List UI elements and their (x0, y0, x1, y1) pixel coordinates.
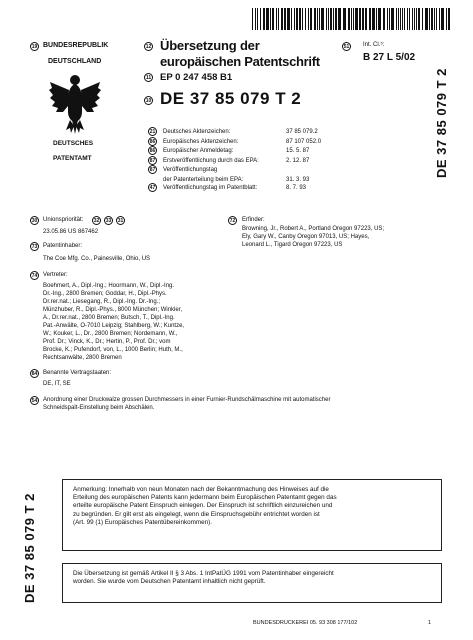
representative-line: A., Dr.rer.nat., 2800 Bremen; Butsch, T., Dipl.-Ing. (43, 315, 175, 321)
inventor-line: Leonard L., Tigard Oregon 97223, US (242, 242, 343, 248)
notice-line: erteilte europäische Patent Einspruch einlegen. Der Einspruch ist schriftlich einzureichen und (73, 502, 333, 510)
detail-label: Europäischer Anmeldetag: (163, 148, 234, 154)
side-number-top: DE 37 85 079 T 2 (434, 68, 449, 178)
states-label: Benannte Vertragstaaten: (43, 370, 112, 376)
inventor-label: Erfinder: (242, 217, 265, 223)
representative-line: Dr.rer.nat.; Liesegang, R., Dipl.-Ing. Dr.-Ing.; (43, 299, 161, 305)
eagle-emblem-icon (48, 70, 102, 136)
notice-line: (Art. 99 (1) Europäisches Patentübereinkommen). (73, 518, 212, 526)
footer-page: 1 (428, 620, 432, 626)
detail-value: 31. 3. 93 (286, 176, 310, 183)
representative-line: Pat.-Anwälte, O-7010 Leipzig; Stahlberg, W.; Kuntze, (43, 323, 185, 329)
inventor-line: Ely, Gary W., Canby Oregon 97013, US; Hayes, (242, 234, 370, 240)
detail-label: Veröffentlichungstag im Patentblatt: (163, 184, 258, 191)
detail-value: 2. 12. 87 (286, 157, 310, 164)
code-74: 74 (31, 273, 38, 279)
side-number-top-wrap (420, 68, 460, 178)
invention-title-line: Schneidspalt-Einstellung beim Abschälen. (43, 405, 155, 411)
detail-label: Europäisches Aktenzeichen: (163, 138, 239, 145)
owner-label: Patentinhaber: (43, 243, 83, 249)
priority-label: Unionspriorität: (43, 217, 84, 223)
translation-box (62, 563, 442, 603)
notice-line: Erteilung des europäischen Patents kann jedermann beim Europäischen Patentamt gegen das (73, 494, 337, 502)
notice-line: zu begründen. Er gilt erst als eingelegt, wenn die Einspruchsgebühr entrichtet worden ist (73, 510, 320, 518)
office-line1: DEUTSCHES (53, 140, 94, 147)
code-32: 32 (93, 218, 100, 224)
representative-line: Rechtsanwälte, 2800 Bremen (43, 355, 122, 361)
translation-text (73, 570, 431, 586)
invention-title (43, 396, 443, 412)
detail-value: 87 107 052.0 (286, 138, 322, 145)
country-line1: BUNDESREPUBLIK (43, 42, 109, 49)
representative-line: Boehmert, A., Dipl.-Ing.; Hoormann, W., Dipl.-Ing. (43, 283, 175, 289)
detail-value: 37 85 079.2 (286, 129, 318, 135)
code-10: 10 (145, 98, 152, 104)
detail-code: 86 (149, 138, 156, 145)
code-84: 84 (31, 371, 38, 377)
code-19: 19 (31, 44, 38, 50)
detail-code: 86 (149, 148, 156, 154)
int-cl-label: Int. Cl.⁵: (363, 42, 385, 48)
country-line2: DEUTSCHLAND (48, 58, 102, 65)
representative-line: Dr.-Ing., 2800 Bremen; Goddar, H., Dipl.-Phys. (43, 291, 167, 297)
detail-label: der Patenterteilung beim EPA: (163, 176, 244, 183)
translation-line: worden. Sie wurde vom Deutschen Patentamt inhaltlich nicht geprüft. (73, 578, 266, 586)
code-73: 73 (31, 244, 38, 250)
notice-box (62, 479, 442, 551)
owner-value: The Coe Mfg. Co., Painesville, Ohio, US (43, 256, 151, 262)
representative-line: Münzhuber, R., Dipl.-Phys., 8000 München; Winkler, (43, 307, 183, 313)
detail-value: 15. 5. 87 (286, 148, 310, 154)
code-72: 72 (229, 218, 236, 224)
detail-label: Deutsches Aktenzeichen: (163, 129, 231, 135)
representative-line: Prof. Dr.; Vinck, K., Dr.; Hertin, P., Prof. Dr.; vom (43, 339, 171, 345)
code-11: 11 (145, 75, 152, 81)
ep-number: EP 0 247 458 B1 (160, 72, 233, 83)
inventor-lines (242, 225, 442, 249)
priority-value: 23.05.86 US 867462 (43, 229, 99, 235)
detail-code: 47 (149, 184, 156, 191)
title-line1: Übersetzung der (160, 38, 260, 53)
code-31: 31 (117, 218, 124, 224)
de-number: DE 37 85 079 T 2 (160, 89, 302, 108)
rep-label: Vertreter: (43, 272, 68, 278)
detail-code: 87 (149, 167, 156, 173)
title-line2: europäischen Patentschrift (160, 54, 320, 69)
barcode (252, 8, 450, 30)
detail-code: 21 (149, 129, 156, 135)
translation-line: Die Übersetzung ist gemäß Artikel II § 3 Abs. 1 IntPatÜG 1991 vom Patentinhaber eingereicht (73, 570, 334, 577)
representative-line: W.; Kouker, L., Dr., 2800 Bremen; Nordemann, W., (43, 331, 178, 337)
detail-code: 87 (149, 157, 156, 164)
footer-printer: BUNDESDRUCKEREI 05. 93 308 177/102 (253, 620, 358, 626)
inventor-line: Browning, Jr., Robert A., Portland Oregon 97223, US; (242, 226, 385, 232)
code-54: 54 (31, 398, 38, 404)
code-30: 30 (31, 218, 38, 224)
detail-label: Veröffentlichungstag (163, 167, 218, 173)
states-value: DE, IT, SE (43, 381, 71, 387)
side-number-bottom: DE 37 85 079 T 2 (22, 493, 37, 603)
detail-value: 8. 7. 93 (286, 184, 307, 191)
code-51: 51 (343, 44, 350, 50)
code-12: 12 (145, 44, 152, 50)
notice-text (73, 486, 431, 527)
invention-title-line: Anordnung einer Druckwalze grossen Durchmessers in einer Furnier-Rundschälmaschine mit automatischer (43, 397, 331, 403)
rep-lines (43, 282, 233, 362)
office-line2: PATENTAMT (53, 155, 92, 162)
detail-label: Erstveröffentlichung durch das EPA: (163, 157, 259, 164)
representative-line: Brocke, K.; Pufendorf, von, L., 1000 Berlin; Huth, M., (43, 347, 183, 353)
code-33: 33 (105, 218, 112, 224)
notice-line: Anmerkung: Innerhalb von neun Monaten nach der Bekanntmachung des Hinweises auf die (73, 486, 329, 493)
side-number-bottom-wrap (10, 475, 50, 603)
int-cl-value: B 27 L 5/02 (363, 52, 416, 63)
